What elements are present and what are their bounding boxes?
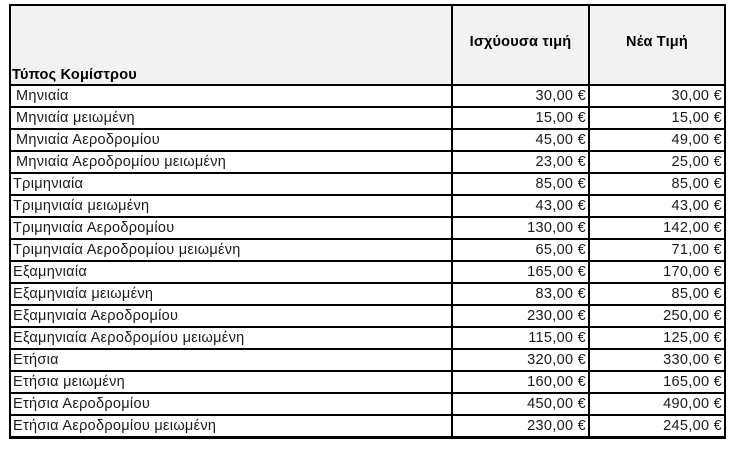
fare-type-cell: Μηνιαία Αεροδρομίου xyxy=(10,129,452,151)
current-price-cell: 45,00 € xyxy=(452,129,589,151)
fare-type-cell: Ετήσια μειωμένη xyxy=(10,371,452,393)
fare-type-cell: Μηνιαία μειωμένη xyxy=(10,107,452,129)
current-price-cell: 320,00 € xyxy=(452,349,589,371)
column-header-new-price: Νέα Τιμή xyxy=(589,5,725,85)
fare-type-cell: Μηνιαία xyxy=(10,85,452,107)
current-price-cell: 165,00 € xyxy=(452,261,589,283)
new-price-cell: 25,00 € xyxy=(589,151,725,173)
fare-type-cell: Ετήσια Αεροδρομίου μειωμένη xyxy=(10,415,452,438)
table-row xyxy=(10,261,725,283)
table-row xyxy=(10,415,725,438)
new-price-cell: 15,00 € xyxy=(589,107,725,129)
fare-type-cell: Τριμηνιαία xyxy=(10,173,452,195)
current-price-cell: 83,00 € xyxy=(452,283,589,305)
new-price-cell: 170,00 € xyxy=(589,261,725,283)
new-price-cell: 125,00 € xyxy=(589,327,725,349)
current-price-cell: 115,00 € xyxy=(452,327,589,349)
fare-price-table xyxy=(9,4,726,439)
fare-type-cell: Εξαμηνιαία xyxy=(10,261,452,283)
column-header-fare-type: Τύπος Κομίστρου xyxy=(10,5,452,85)
new-price-cell: 85,00 € xyxy=(589,173,725,195)
current-price-cell: 65,00 € xyxy=(452,239,589,261)
table-row xyxy=(10,327,725,349)
current-price-cell: 450,00 € xyxy=(452,393,589,415)
fare-type-cell: Ετήσια xyxy=(10,349,452,371)
new-price-cell: 85,00 € xyxy=(589,283,725,305)
current-price-cell: 15,00 € xyxy=(452,107,589,129)
table-row xyxy=(10,393,725,415)
new-price-cell: 245,00 € xyxy=(663,418,722,434)
table-row xyxy=(10,173,725,195)
table-row xyxy=(10,283,725,305)
new-price-cell: 43,00 € xyxy=(589,195,725,217)
new-price-cell: 49,00 € xyxy=(589,129,725,151)
fare-type-cell: Μηνιαία Αεροδρομίου μειωμένη xyxy=(10,151,452,173)
fare-type-cell: Εξαμηνιαία μειωμένη xyxy=(10,283,452,305)
current-price-cell: 23,00 € xyxy=(452,151,589,173)
new-price-cell: 165,00 € xyxy=(589,371,725,393)
table-row xyxy=(10,85,725,107)
current-price-cell: 160,00 € xyxy=(452,371,589,393)
new-price-cell: 30,00 € xyxy=(589,85,725,107)
fare-type-cell: Τριμηνιαία μειωμένη xyxy=(10,195,452,217)
new-price-cell: 330,00 € xyxy=(589,349,725,371)
table-row xyxy=(10,305,725,327)
table-row xyxy=(10,349,725,371)
table-row xyxy=(10,129,725,151)
new-price-cell: 250,00 € xyxy=(589,305,725,327)
new-price-cell: 490,00 € xyxy=(589,393,725,415)
new-price-cell: 142,00 € xyxy=(589,217,725,239)
current-price-cell: 230,00 € xyxy=(452,305,589,327)
current-price-cell: 30,00 € xyxy=(452,85,589,107)
current-price-cell: 43,00 € xyxy=(452,195,589,217)
table-row xyxy=(10,239,725,261)
fare-type-cell: Εξαμηνιαία Αεροδρομίου xyxy=(10,305,452,327)
fare-type-cell: Εξαμηνιαία Αεροδρομίου μειωμένη xyxy=(10,327,452,349)
fare-type-cell: Τριμηνιαία Αεροδρομίου μειωμένη xyxy=(10,239,452,261)
current-price-cell: 230,00 € xyxy=(452,415,589,438)
table-row xyxy=(10,107,725,129)
current-price-cell: 85,00 € xyxy=(452,173,589,195)
header-row xyxy=(10,5,725,85)
table-row xyxy=(10,217,725,239)
fare-type-cell: Τριμηνιαία Αεροδρομίου xyxy=(10,217,452,239)
table-row xyxy=(10,195,725,217)
new-price-cell: 71,00 € xyxy=(589,239,725,261)
table-row xyxy=(10,151,725,173)
fare-type-cell: Ετήσια Αεροδρομίου xyxy=(10,393,452,415)
current-price-cell: 130,00 € xyxy=(452,217,589,239)
column-header-current-price: Ισχύουσα τιμή xyxy=(452,5,589,85)
table-row xyxy=(10,371,725,393)
